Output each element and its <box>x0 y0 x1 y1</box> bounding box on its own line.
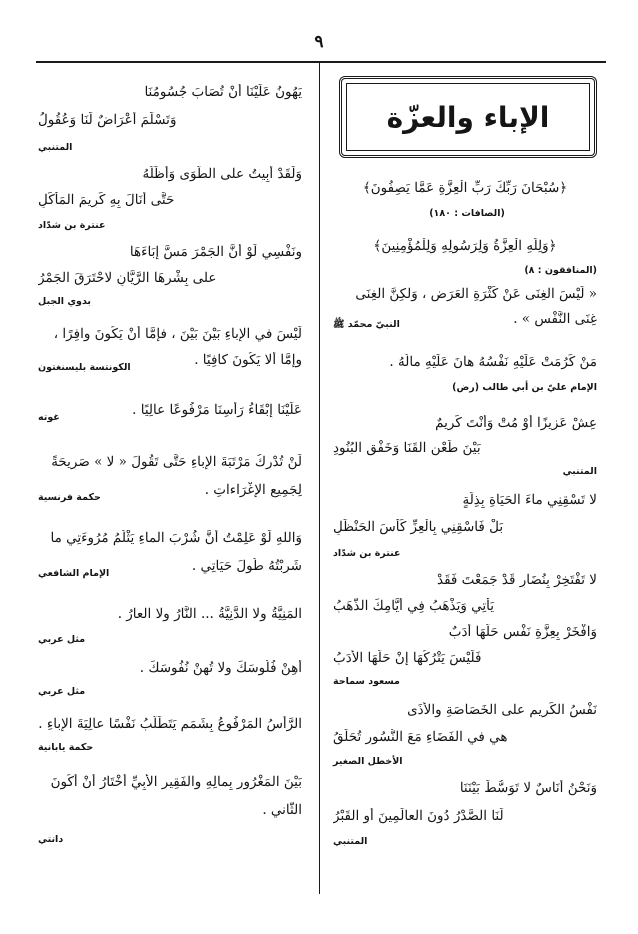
verse-line: حَتَّى أَنَالَ بِهِ كَرِيمَ المَأْكَلِ <box>38 192 175 208</box>
verse-line: عِشْ عَزِيزًا أَوْ مُتْ وَأَنْتَ كَرِيمٌ <box>435 415 597 431</box>
quote-source: الإمام الشافعي <box>38 568 110 579</box>
quote-source: الإمام عليّ بن أبي طالب (رض) <box>452 382 597 393</box>
quote-source: النبيّ محمّد ﷺ <box>333 319 400 330</box>
quote-source: المتنبي <box>333 836 368 847</box>
quote-line: المَنِيَّةُ ولا الدَّنِيَّةُ ... النَّارُ ولا العارُ . <box>117 606 302 622</box>
quote-line: وَاللهِ لَوْ عَلِمْتُ أَنَّ شُرْبَ الماءِ يَثْلُمُ مُرُوءَتِي ما <box>50 530 302 546</box>
quote-source: (الصافات : ١٨٠) <box>429 208 505 219</box>
chapter-title-frame <box>339 76 597 158</box>
quote-source: دانتي <box>38 834 64 845</box>
verse-line: وَتَسْلَمَ أَعْرَاضٌ لَنَا وَعُقُولُ <box>38 112 177 128</box>
verse-line: لا تَسْقِنِي ماءَ الحَيَاةِ بِذِلَّةٍ <box>462 492 597 508</box>
page-number: ٩ <box>314 32 324 52</box>
right-column <box>329 62 605 902</box>
quote-source: غوته <box>38 412 60 423</box>
quote-line: ﴿وَلِلَّهِ الْعِزَّةُ وَلِرَسُولِهِ وَلِلْمُؤْمِنِينَ﴾ <box>373 238 557 254</box>
quote-line: الثّاني . <box>262 802 302 818</box>
quote-source: الأخطل الصغير <box>333 756 403 767</box>
quote-line: لِجَمِيعِ الإِغْرَاءاتِ . <box>204 482 302 498</box>
quote-line: « لَيْسَ الغِنَى عَنْ كَثْرَةِ العَرَضِ ، وَلكِنَّ الغِنَى <box>355 286 597 302</box>
quote-line: بَيْنَ المَغْرُورِ بِمالِهِ والفَقِيرِ الأَبِيِّ أَخْتَارُ أَنْ أَكُونَ <box>50 774 302 790</box>
quote-line: وإِمَّا أَلا يَكُونَ كافِيًا . <box>194 352 302 368</box>
quote-source: المتنبي <box>38 142 73 153</box>
quote-source: الكونتسة بليسنغتون <box>38 362 131 373</box>
quote-line: أَهِنْ فُلُوسَكَ ولا تُهِنْ نُفُوسَكَ . <box>139 660 302 676</box>
verse-line: بَلْ فَاسْقِنِي بِالْعِزِّ كَأْسَ الحَنْظَلِ <box>333 519 504 535</box>
quote-source: حكمة فرنسية <box>38 492 101 503</box>
verse-line: فَلَيْسَ يَتْرُكُهَا إِنْ حَلَّهَا الأَدَبُ <box>333 650 482 666</box>
verse-line: يَأْتِي وَيَذْهَبُ فِي أَيَّامِكَ الذَّهَبُ <box>333 598 495 614</box>
verse-line: يَهُونُ عَلَيْنَا أَنْ تُصَابَ جُسُومُنَا <box>144 84 302 100</box>
verse-line: ونَفْسِي لَوْ أَنَّ الجَمْرَ مَسَّ إِبَاءَهَا <box>129 244 302 260</box>
quote-source: مثل عربي <box>38 634 86 645</box>
quote-line: لَنْ تُدْرِكُ مَرْتَبَةَ الإِباءِ حَتَّى تَقُولَ « لا » صَرِيحَةً <box>51 454 302 470</box>
quote-line: عَلَيْنَا إِبْقَاءُ رَأْسِنَا مَرْفُوعًا عالِيًا . <box>132 402 302 418</box>
quote-source: بدوي الجبل <box>38 296 92 307</box>
quote-line: لَيْسَ في الإِباءِ بَيْنَ بَيْنَ ، فإمَّا أَنْ يَكُونَ وافِرًا ، <box>53 326 302 342</box>
verse-line: لَنَا الصَّدْرُ دُونَ العالَمِينَ أَوِ القَبْرُ <box>333 808 504 824</box>
quote-source: عنترة بن شدّاد <box>333 548 401 559</box>
verse-line: وَنَحْنُ أُنَاسٌ لا تَوَسُّطَ بَيْنَنَا <box>459 780 597 796</box>
quote-line: ﴿سُبْحَانَ رَبِّكَ رَبِّ الْعِزَّةِ عَمَّا يَصِفُونَ﴾ <box>362 180 568 196</box>
quote-source: (المنافقون : ٨) <box>524 265 597 276</box>
verse-line: على بِشْرِهَا الرَّيَّانِ لاحْتَرَقَ الجَمْرُ <box>38 270 217 286</box>
quote-source: حكمة يابانية <box>38 742 94 753</box>
verse-line: بَيْنَ طَعْنِ القَنَا وَخَفْقِ البُنُودِ <box>333 440 481 456</box>
left-column <box>34 62 310 902</box>
verse-line: نَفْسُ الكَرِيمِ على الخَصَاصَةِ والأَذَى <box>407 702 597 718</box>
quote-line: الرَّأْسُ المَرْفُوعُ بِشَمَمٍ يَتَطَلَّبُ نَفْسًا عالِيَةَ الإِباءِ . <box>38 716 302 732</box>
column-divider <box>319 62 320 894</box>
quote-source: عنترة بن شدّاد <box>38 220 106 231</box>
verse-line: وَلَقَدْ أَبِيتُ على الطَّوَى وَأَظَلُّهُ <box>142 166 302 182</box>
quote-line: غِنَى النَّفْسِ » . <box>513 311 597 327</box>
verse-line: هي في الفَضَاءِ مَعَ النُّسُورِ تُحَلِّقُ <box>333 729 508 745</box>
quote-line: شَرِبْتُهُ طُولَ حَيَاتِي . <box>191 558 302 574</box>
verse-line: وَافْخَرْ بِعِزَّةِ نَفْسٍ حَلَّهَا أَدَبٌ <box>448 624 597 640</box>
quote-source: المتنبي <box>562 466 597 477</box>
quote-line: مَنْ كَرُمَتْ عَلَيْهِ نَفْسُهُ هانَ عَلَيْهِ مالُهُ . <box>389 354 597 370</box>
quote-source: مسعود سماحة <box>333 676 400 687</box>
chapter-title: الإباء والعزّة <box>386 100 550 134</box>
verse-line: لا تَفْتَخِرْ بِنُضَارٍ قَدْ جَمَعْتَ فَقَدْ <box>437 572 597 588</box>
quote-source: مثل عربي <box>38 686 86 697</box>
